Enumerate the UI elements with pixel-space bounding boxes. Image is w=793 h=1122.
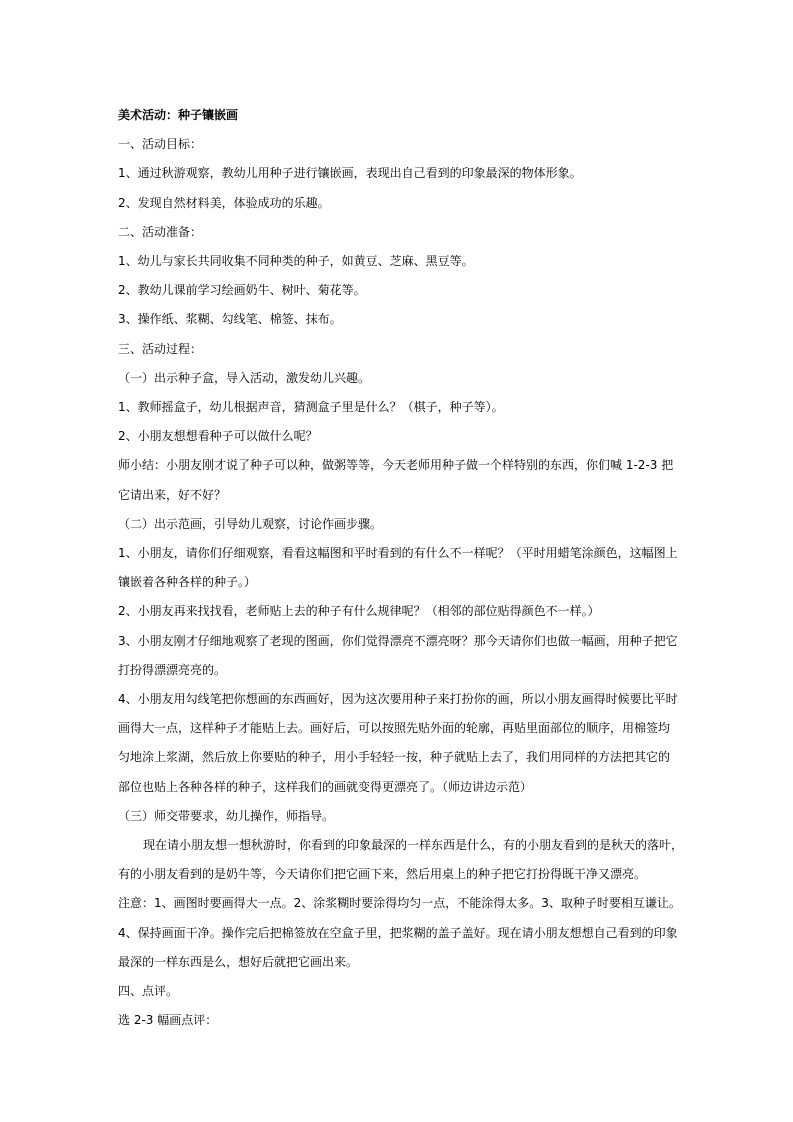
preparation-item-2: 2、教幼儿课前学习绘画奶牛、树叶、菊花等。 xyxy=(118,283,366,298)
goal-item-1: 1、通过秋游观察，教幼儿用种子进行镶嵌画，表现出自己看到的印象最深的物体形象。 xyxy=(118,166,582,181)
section-heading-review: 四、点评。 xyxy=(118,984,179,999)
process-step-2-item-3-line-1: 3、小朋友刚才仔细地观察了老现的图画，你们觉得漂亮不漂亮呀？那今天请你们也做一幅画，用种子把它 xyxy=(118,633,678,648)
document-title: 美术活动：种子镶嵌画 xyxy=(118,108,239,122)
section-heading-goals: 一、活动目标： xyxy=(118,137,203,152)
process-step-2-heading: （二）出示范画，引导幼儿观察，讨论作画步骤。 xyxy=(118,516,383,531)
process-step-2-item-4-line-1: 4、小朋友用勾线笔把你想画的东西画好，因为这次要用种子来打扮你的画，所以小朋友画得时候要比平时 xyxy=(118,692,678,707)
process-step-2-item-4-line-4: 部位也贴上各种各样的种子，这样我们的画就变得更漂亮了。（师边讲边示范） xyxy=(118,779,533,794)
process-step-2-item-4-line-3: 匀地涂上浆湖，然后放上你要贴的种子，用小手轻轻一按，种子就贴上去了，我们用同样的方法把其它的 xyxy=(118,750,671,765)
notes-line-1: 注意：1、画图时要画得大一点。2、涂浆糊时要涂得均匀一点，不能涂得太多。3、取种子时要相互谦让。 xyxy=(118,896,681,911)
document-page xyxy=(118,101,684,1036)
process-step-1-item-1: 1、教师摇盒子，幼儿根据声音，猜测盒子里是什么？（棋子，种子等）。 xyxy=(118,400,504,415)
process-step-3-heading: （三）师交带要求，幼儿操作，师指导。 xyxy=(118,808,335,823)
process-step-1-heading: （一）出示种子盒，导入活动，激发幼儿兴趣。 xyxy=(118,370,371,385)
teacher-summary-line-1: 师小结：小朋友刚才说了种子可以种，做粥等等，今天老师用种子做一个样特别的东西，你们喊 1-2-3 把 xyxy=(118,458,674,473)
notes-line-2: 4、保持画面干净。操作完后把棉签放在空盒子里，把浆糊的盖子盖好。现在请小朋友想想自己看到的印象 xyxy=(118,925,678,940)
process-step-2-item-2: 2、小朋友再来找找看，老师贴上去的种子有什么规律呢？（相邻的部位贴得颜色不一样。） xyxy=(118,604,600,619)
notes-line-3: 最深的一样东西是么，想好后就把它画出来。 xyxy=(118,954,359,969)
process-step-1-item-2: 2、小朋友想想看种子可以做什么呢？ xyxy=(118,429,318,444)
section-heading-preparation: 二、活动准备： xyxy=(118,224,203,239)
preparation-item-3: 3、操作纸、浆糊、勾线笔、棉签、抹布。 xyxy=(118,312,342,327)
preparation-item-1: 1、幼儿与家长共同收集不同种类的种子，如黄豆、芝麻、黑豆等。 xyxy=(118,254,474,269)
process-step-3-paragraph-line-2: 有的小朋友看到的是奶牛等，今天请你们把它画下来，然后用桌上的种子把它打扮得既干净又漂亮。 xyxy=(118,867,647,882)
process-step-3-paragraph-line-1: 现在请小朋友想一想秋游时，你看到的印象最深的一样东西是什么，有的小朋友看到的是秋天的落叶， xyxy=(143,838,684,853)
teacher-summary-line-2: 它请出来，好不好？ xyxy=(118,487,227,502)
section-heading-process: 三、活动过程： xyxy=(118,341,203,356)
process-step-2-item-4-line-2: 画得大一点，这样种子才能贴上去。画好后，可以按照先贴外面的轮廓，再贴里面部位的顺序，用棉签均 xyxy=(118,721,671,736)
process-step-2-item-1-line-2: 镶嵌着各种各样的种子。） xyxy=(118,575,257,590)
review-item: 选 2-3 幅画点评： xyxy=(118,1013,218,1028)
process-step-2-item-3-line-2: 打扮得漂漂亮亮的。 xyxy=(118,662,227,677)
process-step-2-item-1-line-1: 1、小朋友，请你们仔细观察，看看这幅图和平时看到的有什么不一样呢？（平时用蜡笔涂颜色，这幅图上 xyxy=(118,546,678,561)
goal-item-2: 2、发现自然材料美，体验成功的乐趣。 xyxy=(118,195,330,210)
